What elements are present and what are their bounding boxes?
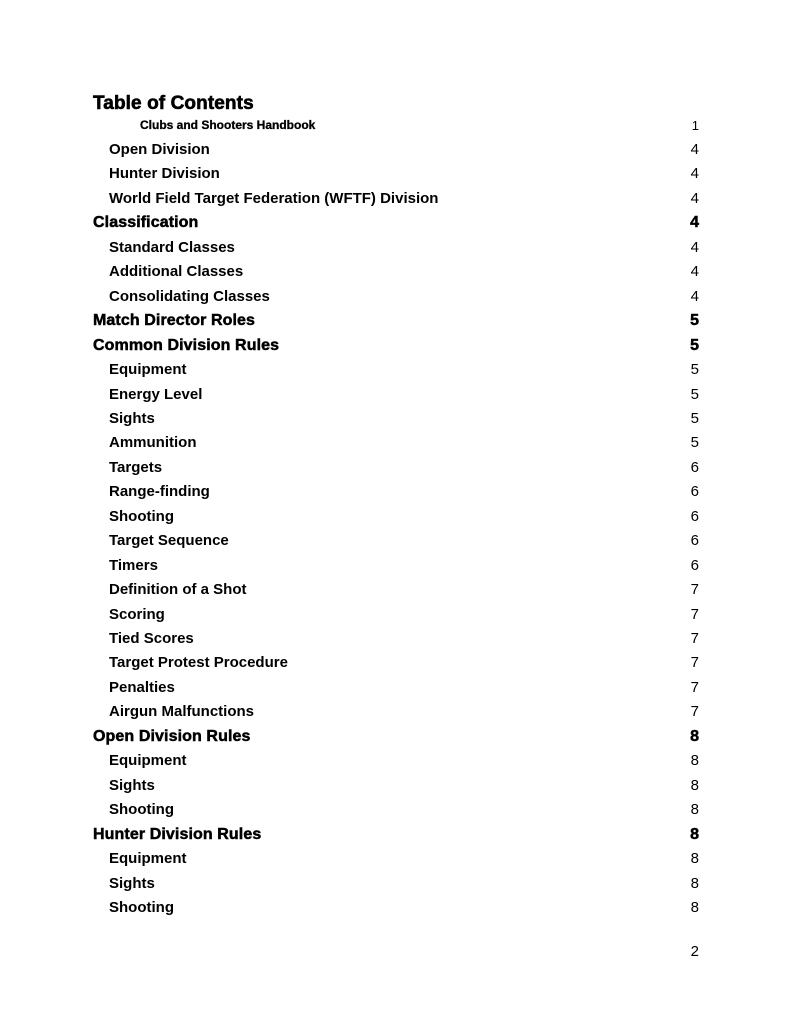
toc-entry[interactable] bbox=[0, 190, 791, 212]
toc-entry-label: Targets bbox=[109, 458, 163, 476]
toc-entry-label: Timers bbox=[109, 556, 158, 574]
toc-entry-page-number: 4 bbox=[690, 238, 699, 256]
toc-entry-label: Equipment bbox=[109, 850, 187, 868]
toc-entry-page-number: 6 bbox=[690, 483, 699, 501]
toc-entry-page-number: 4 bbox=[690, 263, 699, 281]
toc-entry[interactable] bbox=[0, 165, 791, 187]
toc-entry-label: Open Division Rules bbox=[93, 727, 251, 745]
toc-entry-page-number: 5 bbox=[690, 385, 699, 403]
toc-entry[interactable] bbox=[0, 214, 791, 236]
toc-title: Table of Contents bbox=[93, 93, 254, 114]
toc-entry[interactable] bbox=[0, 239, 791, 261]
toc-entry-label: Equipment bbox=[109, 361, 187, 379]
toc-entry-label: Target Protest Procedure bbox=[109, 654, 288, 672]
toc-entry-page-number: 6 bbox=[690, 458, 699, 476]
toc-entry[interactable] bbox=[0, 850, 791, 872]
toc-entry-label: Shooting bbox=[109, 801, 174, 819]
toc-entry[interactable] bbox=[0, 679, 791, 701]
toc-entry-page-number: 4 bbox=[690, 287, 699, 305]
toc-entry[interactable] bbox=[0, 875, 791, 897]
toc-entry-page-number: 7 bbox=[690, 703, 699, 721]
toc-entry-page-number: 6 bbox=[690, 532, 699, 550]
toc-entry-page-number: 8 bbox=[690, 874, 699, 892]
toc-entry-page-number: 8 bbox=[690, 776, 699, 794]
toc-entry-label: Shooting bbox=[109, 507, 174, 525]
toc-entry-label: Clubs and Shooters Handbook bbox=[140, 118, 316, 132]
toc-entry-label: Airgun Malfunctions bbox=[109, 703, 254, 721]
toc-entry-label: Tied Scores bbox=[109, 630, 194, 647]
toc-entry-label: Match Director Roles bbox=[93, 312, 256, 330]
toc-entry-label: Hunter Division bbox=[109, 165, 220, 183]
toc-entry-page-number: 8 bbox=[690, 898, 699, 916]
toc-entry-page-number: 7 bbox=[690, 605, 699, 623]
toc-entry-page-number: 5 bbox=[690, 409, 699, 427]
toc-entry[interactable] bbox=[0, 581, 791, 603]
toc-entry-page-number: 4 bbox=[690, 189, 699, 207]
toc-entry-page-number: 5 bbox=[690, 434, 699, 452]
toc-entry[interactable] bbox=[0, 703, 791, 725]
toc-entry-label: Energy Level bbox=[109, 385, 203, 403]
toc-entry-label: World Field Target Federation (WFTF) Division bbox=[109, 189, 439, 207]
toc-entry-label: Open Division bbox=[109, 141, 210, 158]
toc-entry-page-number: 4 bbox=[690, 214, 699, 232]
toc-entry-page-number: 7 bbox=[690, 630, 699, 647]
toc-entry-label: Scoring bbox=[109, 605, 165, 623]
toc-entry-label: Common Division Rules bbox=[93, 336, 280, 354]
toc-entry-label: Definition of a Shot bbox=[109, 581, 247, 599]
toc-entry[interactable] bbox=[0, 826, 791, 848]
toc-entry-label: Ammunition bbox=[109, 434, 197, 452]
toc-entry[interactable] bbox=[0, 263, 791, 285]
toc-entry-label: Penalties bbox=[109, 678, 175, 696]
toc-entry-page-number: 8 bbox=[690, 801, 699, 819]
toc-entry-label: Classification bbox=[93, 214, 199, 232]
toc-entry-page-number: 6 bbox=[690, 507, 699, 525]
toc-entry[interactable] bbox=[0, 777, 791, 799]
toc-entry[interactable] bbox=[0, 557, 791, 579]
toc-entry-label: Range-finding bbox=[109, 483, 210, 501]
toc-entry[interactable] bbox=[0, 459, 791, 481]
toc-entry-page-number: 5 bbox=[690, 312, 699, 330]
toc-entry[interactable] bbox=[0, 141, 791, 163]
toc-entry-label: Consolidating Classes bbox=[109, 287, 270, 305]
toc-entry[interactable] bbox=[0, 532, 791, 554]
toc-entry-page-number: 8 bbox=[690, 825, 699, 843]
toc-entry-label: Target Sequence bbox=[109, 532, 229, 550]
toc-entry[interactable] bbox=[0, 288, 791, 310]
toc-entry-page-number: 8 bbox=[690, 850, 699, 868]
toc-entry-page-number: 7 bbox=[690, 678, 699, 696]
toc-entry[interactable] bbox=[0, 508, 791, 530]
toc-entry[interactable] bbox=[0, 386, 791, 408]
toc-entry-page-number: 7 bbox=[690, 654, 699, 672]
toc-entry-label: Standard Classes bbox=[109, 238, 235, 256]
toc-entry-label: Hunter Division Rules bbox=[93, 825, 262, 843]
toc-entry-page-number: 5 bbox=[690, 336, 699, 354]
toc-entry[interactable] bbox=[0, 361, 791, 383]
toc-entry[interactable] bbox=[0, 312, 791, 334]
toc-entry[interactable] bbox=[0, 752, 791, 774]
toc-entry-page-number: 5 bbox=[690, 361, 699, 379]
toc-entry[interactable] bbox=[0, 801, 791, 823]
toc-entry-label: Sights bbox=[109, 874, 155, 892]
toc-entry[interactable] bbox=[0, 483, 791, 505]
toc-entry[interactable] bbox=[0, 337, 791, 359]
toc-entry-label: Equipment bbox=[109, 752, 187, 770]
toc-entry-label: Sights bbox=[109, 409, 155, 427]
toc-entry-label: Sights bbox=[109, 776, 155, 794]
toc-entry-label: Shooting bbox=[109, 898, 174, 916]
toc-entry-page-number: 4 bbox=[690, 165, 699, 183]
toc-entry-label: Additional Classes bbox=[109, 263, 244, 281]
toc-entry-page-number: 7 bbox=[690, 581, 699, 599]
toc-entry-page-number: 8 bbox=[690, 727, 699, 745]
toc-entry-page-number: 6 bbox=[690, 556, 699, 574]
toc-entry-page-number: 8 bbox=[690, 752, 699, 770]
toc-entry-page-number: 1 bbox=[691, 118, 699, 133]
toc-entry[interactable] bbox=[0, 434, 791, 456]
page-number: 2 bbox=[690, 943, 699, 960]
toc-entry-page-number: 4 bbox=[690, 141, 699, 158]
toc-entry[interactable] bbox=[0, 899, 791, 921]
toc-entry[interactable] bbox=[0, 654, 791, 676]
toc-entry[interactable] bbox=[0, 118, 791, 140]
toc-entry[interactable] bbox=[0, 410, 791, 432]
toc-entry[interactable] bbox=[0, 630, 791, 652]
toc-entry[interactable] bbox=[0, 606, 791, 628]
toc-entry[interactable] bbox=[0, 728, 791, 750]
